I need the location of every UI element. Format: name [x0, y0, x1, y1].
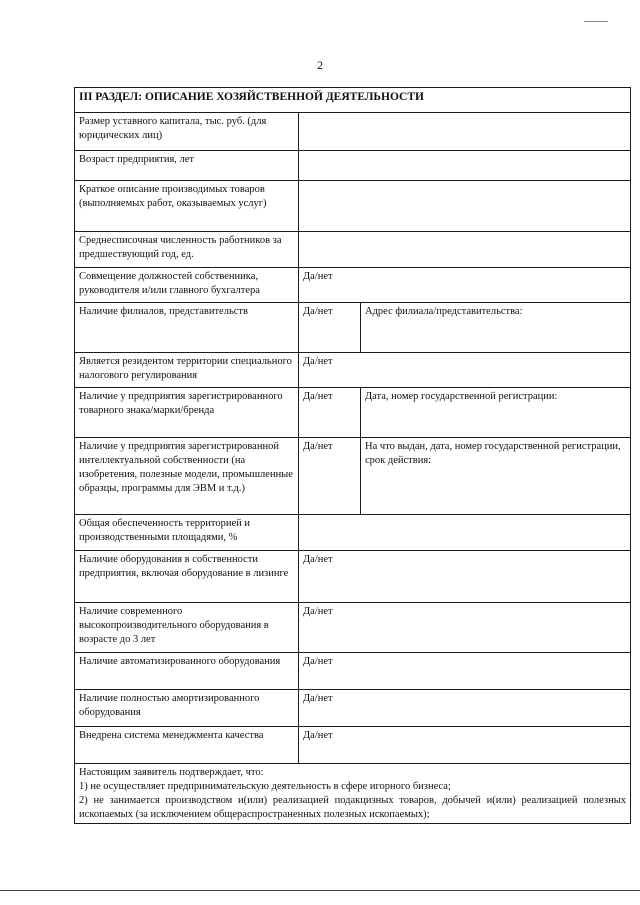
row-equipment-modern-label: Наличие современного высокопроизводительного оборудования в возрасте до 3 лет — [75, 603, 299, 653]
trademark-reg-label[interactable]: Дата, номер государственной регистрации: — [361, 388, 631, 438]
branch-address-label[interactable]: Адрес филиала/представительства: — [361, 303, 631, 353]
declaration-item-2: 2) не занимается производством и(или) реализацией подакцизных товаров, добычей и(или) реализацией полезных ископаемых (за исключением общераспространенных полезных ископаемых); — [79, 794, 627, 820]
row-equipment-automated-yes-no[interactable]: Да/нет — [299, 653, 631, 690]
row-branches-yes-no[interactable]: Да/нет — [299, 303, 361, 353]
row-trademark-yes-no[interactable]: Да/нет — [299, 388, 361, 438]
row-age-value[interactable] — [299, 151, 631, 181]
row-capital-label: Размер уставного капитала, тыс. руб. (для юридических лиц) — [75, 113, 299, 151]
declaration-intro: Настоящим заявитель подтверждает, что: — [79, 767, 264, 778]
row-equipment-depreciated-yes-no[interactable]: Да/нет — [299, 690, 631, 727]
row-capital-value[interactable] — [299, 113, 631, 151]
row-ip-yes-no[interactable]: Да/нет — [299, 438, 361, 515]
declaration-block — [75, 764, 631, 824]
row-products-value[interactable] — [299, 181, 631, 232]
row-equipment-modern-yes-no[interactable]: Да/нет — [299, 603, 631, 653]
row-quality-system-label: Внедрена система менеджмента качества — [75, 727, 299, 764]
row-combining-label: Совмещение должностей собственника, руководителя и/или главного бухгалтера — [75, 268, 299, 303]
page-number: 2 — [317, 58, 323, 72]
row-quality-system-yes-no[interactable]: Да/нет — [299, 727, 631, 764]
row-premises-label: Общая обеспеченность территорией и производственными площадями, % — [75, 515, 299, 551]
row-age-label: Возраст предприятия, лет — [75, 151, 299, 181]
row-premises-value[interactable] — [299, 515, 631, 551]
row-products-label: Краткое описание производимых товаров (выполняемых работ, оказываемых услуг) — [75, 181, 299, 232]
corner-mark — [584, 21, 608, 22]
declaration-item-1: 1) не осуществляет предпринимательскую деятельность в сфере игорного бизнеса; — [79, 780, 451, 792]
row-resident-yes-no[interactable]: Да/нет — [299, 353, 631, 388]
row-equipment-owned-label: Наличие оборудования в собственности предприятия, включая оборудование в лизинге — [75, 551, 299, 603]
business-activity-table — [74, 87, 631, 824]
row-trademark-label: Наличие у предприятия зарегистрированного товарного знака/марки/бренда — [75, 388, 299, 438]
row-resident-label: Является резидентом территории специального налогового регулирования — [75, 353, 299, 388]
row-equipment-depreciated-label: Наличие полностью амортизированного оборудования — [75, 690, 299, 727]
page-bottom-line — [0, 890, 640, 891]
row-combining-yes-no[interactable]: Да/нет — [299, 268, 631, 303]
ip-reg-label[interactable]: На что выдан, дата, номер государственной регистрации, срок действия: — [361, 438, 631, 515]
row-equipment-owned-yes-no[interactable]: Да/нет — [299, 551, 631, 603]
row-staff-value[interactable] — [299, 232, 631, 268]
section-title: III РАЗДЕЛ: ОПИСАНИЕ ХОЗЯЙСТВЕННОЙ ДЕЯТЕЛЬНОСТИ — [75, 88, 631, 113]
row-branches-label: Наличие филиалов, представительств — [75, 303, 299, 353]
row-equipment-automated-label: Наличие автоматизированного оборудования — [75, 653, 299, 690]
row-ip-label: Наличие у предприятия зарегистрированной интеллектуальной собственности (на изобретения, полезные модели, промышленные образцы, программы для ЭВМ и т.д.) — [75, 438, 299, 515]
row-staff-label: Среднесписочная численность работников за предшествующий год, ед. — [75, 232, 299, 268]
